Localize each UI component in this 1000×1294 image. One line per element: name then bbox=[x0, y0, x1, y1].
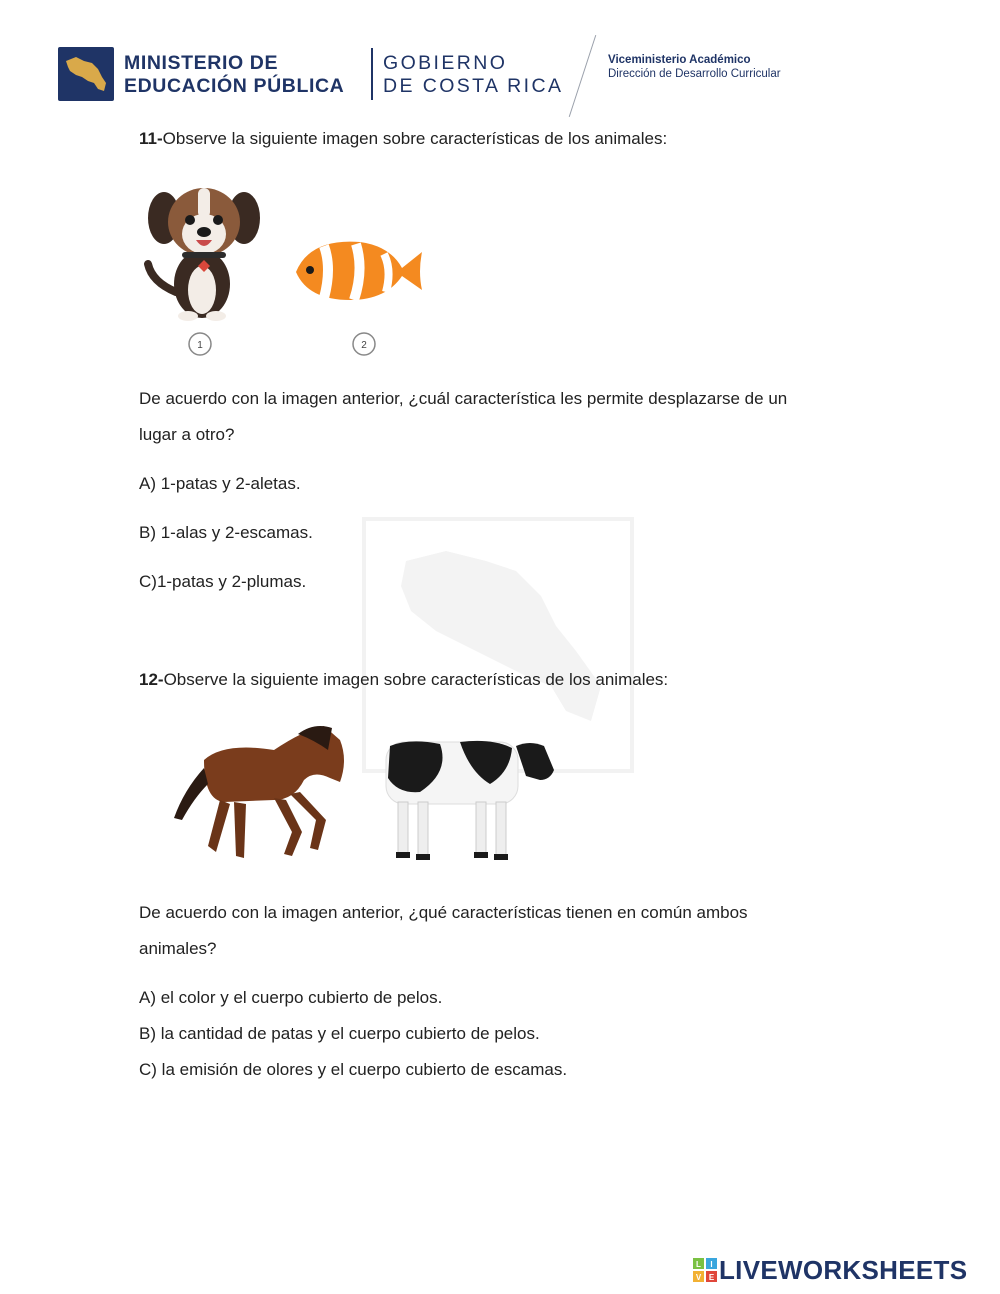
government-line-2: DE COSTA RICA bbox=[383, 75, 564, 97]
image-label-2-text: 2 bbox=[361, 340, 367, 351]
q12-option-a[interactable]: A) el color y el cuerpo cubierto de pelos. bbox=[139, 988, 443, 1007]
cow-image bbox=[380, 732, 558, 862]
q12-option-c[interactable]: C) la emisión de olores y el cuerpo cubierto de escamas. bbox=[139, 1060, 568, 1079]
ministry-name bbox=[124, 52, 344, 98]
q11-question-line-2: lugar a otro? bbox=[139, 425, 235, 444]
image-label-1 bbox=[186, 331, 214, 357]
q11-prompt-text: Observe la siguiente imagen sobre características de los animales: bbox=[162, 129, 668, 148]
q11-option-c[interactable]: C)1-patas y 2-plumas. bbox=[139, 572, 307, 591]
q11-question-line-1: De acuerdo con la imagen anterior, ¿cuál característica les permite desplazarse de un bbox=[139, 389, 788, 408]
government-name bbox=[383, 52, 563, 98]
q12-question-line-1: De acuerdo con la imagen anterior, ¿qué características tienen en común ambos bbox=[139, 903, 748, 922]
government-line-1: GOBIERNO bbox=[383, 52, 508, 74]
q11-option-a[interactable]: A) 1-patas y 2-aletas. bbox=[139, 474, 301, 493]
q12-number: 12- bbox=[139, 670, 164, 689]
header-divider bbox=[371, 48, 373, 100]
vice-ministry-title: Viceministerio Académico bbox=[608, 54, 751, 66]
mep-logo bbox=[58, 47, 114, 101]
clownfish-image bbox=[290, 228, 426, 308]
q12-prompt bbox=[139, 670, 668, 690]
q11-number: 11- bbox=[139, 129, 163, 148]
q12-option-b[interactable]: B) la cantidad de patas y el cuerpo cubierto de pelos. bbox=[139, 1024, 540, 1043]
ministry-line-1: MINISTERIO DE bbox=[124, 52, 279, 74]
ministry-line-2: EDUCACIÓN PÚBLICA bbox=[124, 75, 345, 97]
liveworksheets-logo bbox=[693, 1256, 967, 1284]
header-slash-divider bbox=[569, 35, 597, 117]
image-label-1-text: 1 bbox=[197, 340, 203, 351]
dog-image bbox=[140, 182, 270, 322]
image-label-2 bbox=[350, 331, 378, 357]
q11-prompt bbox=[139, 129, 667, 149]
q11-option-b[interactable]: B) 1-alas y 2-escamas. bbox=[139, 523, 313, 542]
q12-question-line-2: animales? bbox=[139, 939, 217, 958]
badge-letter-e: E bbox=[708, 1273, 715, 1282]
vice-ministry bbox=[608, 53, 781, 81]
costa-rica-map-icon bbox=[58, 47, 114, 101]
vice-ministry-subtitle: Dirección de Desarrollo Curricular bbox=[608, 68, 781, 80]
horse-image bbox=[164, 720, 354, 862]
badge-letter-l: L bbox=[696, 1260, 701, 1269]
badge-letter-v: V bbox=[695, 1273, 702, 1282]
live-badge-icon bbox=[693, 1258, 717, 1282]
liveworksheets-brand: LIVEWORKSHEETS bbox=[719, 1254, 968, 1285]
q12-prompt-text: Observe la siguiente imagen sobre características de los animales: bbox=[163, 670, 669, 689]
badge-letter-i: I bbox=[710, 1260, 713, 1269]
